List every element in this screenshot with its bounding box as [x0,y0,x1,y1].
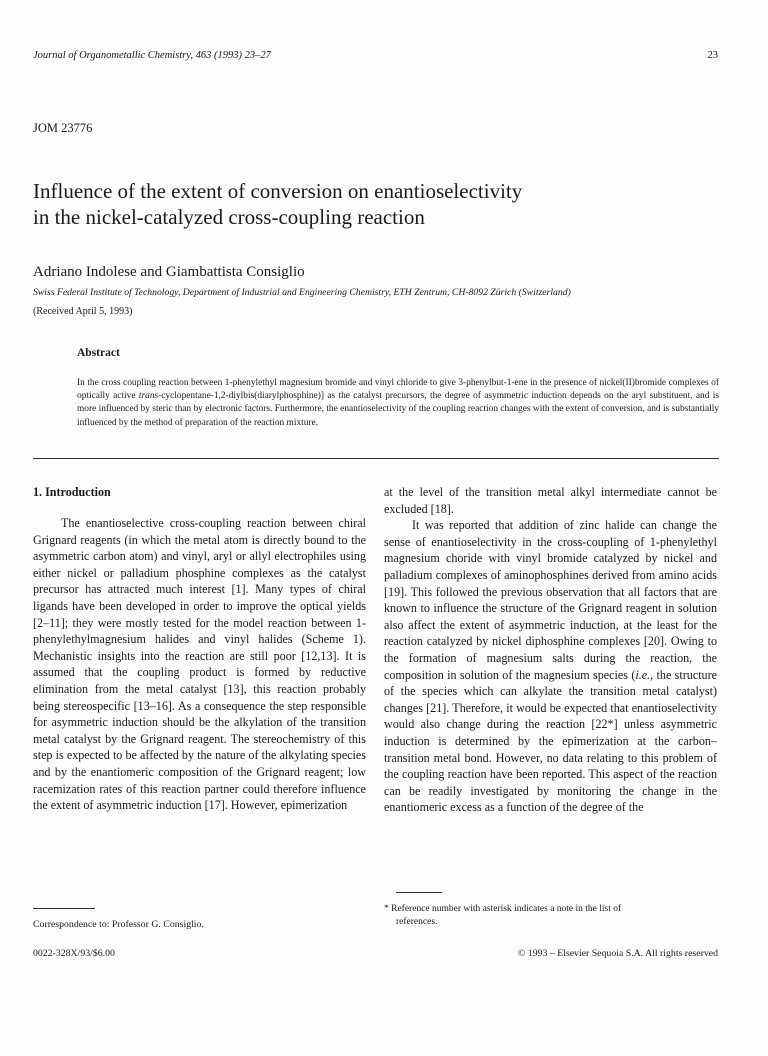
section-heading: 1. Introduction [33,485,111,499]
abstract-text [77,377,719,430]
abstract-divider [33,458,719,459]
intro-paragraph-continued: at the level of the transition metal alkyl intermediate cannot be excluded [18]. [384,485,717,516]
page-number: 23 [707,50,718,61]
article-id: JOM 23776 [33,121,93,135]
footnote-line-2: references. [396,916,438,927]
title-line-2: in the nickel-catalyzed cross-coupling reaction [33,205,425,229]
footnote-rule [396,892,442,893]
intro-paragraph-2-a: It was reported that addition of zinc halide can change the sense of enantioselectivity in the cross-coupling of 1-phenylethyl magnesium choride with vinyl bromide catalyzed by nickel and palladium complexes of aminophosphines derived from amino acids [19]. This followed the previous observation that all factors that are known to influence the structure of the Grignard reagent in solution also affect the extent of asymmetric induction, at the least for the reaction catalyzed by nickel diphosphine complexes [20]. Owing to the formation of magnesium salts during the reaction, the composition in solution of the magnesium species ( [384,518,717,682]
correspondence-note: Correspondence to: Professor G. Consiglio. [33,919,204,930]
left-column [33,484,366,814]
intro-paragraph-2-ie: i.e. [635,667,651,682]
intro-paragraph-1: The enantioselective cross-coupling reaction between chiral Grignard reagents (in which the metal atom is directly bound to the asymmetric carbon atom) and vinyl, aryl or allyl electrophiles using either nickel or palladium phosphine complexes as the catalyst precursor has attracted much interest [1]. Many types of chiral ligands have been developed in order to improve the optical yields [2–11]; they were mostly tested for the model reaction between 1-phenylethylmagnesium halides and vinyl halides (Scheme 1). Mechanistic insights into the reaction are still poor [12,13]. It is assumed that the coupling product is formed by reductive elimination from the metal catalyst [13], this reaction probably being stereospecific [13–16]. As a consequence the step responsible for asymmetric induction should be the alkylation of the transition metal catalyst by the Grignard reagent. The stereochemistry of this step is expected to be affected by the nature of the alkylating species and by the enantiomeric composition of the Grignard reagent; low racemization rates of this reaction partner could therefore influence the extent of asymmetric induction [17]. However, epimerization [33,516,366,813]
footnote-line-1: * Reference number with asterisk indicates a note in the list of [384,904,622,914]
journal-citation: Journal of Organometallic Chemistry, 463 (1993) 23–27 [33,50,271,61]
abstract-text-italic: trans [138,391,159,402]
article-title [33,178,733,230]
title-line-1: Influence of the extent of conversion on enantioselectivity [33,179,523,203]
abstract-text-part2: -cyclopentane-1,2-diylbis(diarylphosphine)] as the catalyst precursors, the degree of asymmetric induction depends on the aryl substituent, and is more influenced by steric than by electronic factors. Furthermore, the enantioselectivity of the coupling reaction changes with the extent of conversion, and is substantially influenced by the method of preparation of the reaction mixture. [77,391,719,428]
authors: Adriano Indolese and Giambattista Consiglio [33,264,305,280]
footnote [384,903,718,928]
abstract-heading: Abstract [77,347,120,359]
affiliation: Swiss Federal Institute of Technology, Department of Industrial and Engineering Chemistry, ETH Zentrum, CH-8092 Zürich (Switzerland) [33,287,571,298]
received-date: (Received April 5, 1993) [33,306,133,317]
abstract-text-part1: In the cross coupling reaction between 1-phenylethyl magnesium bromide and vinyl chloride to give 3-phenylbut-1-ene in the presence of nickel(II)bromide complexes of optically active [77,378,719,402]
intro-paragraph-2-b: , the structure of the species which can alkylate the transition metal catalyst) changes [21]. Therefore, it would be expected that enantioselectivity would also change during the reaction [22*] unless asymmetric induction is determined by the epimerization at the carbon–transition metal bond. However, no data relating to this problem of the coupling reaction have been reported. This aspect of the reaction can be readily investigated by monitoring the change in the enantiomeric excess as a function of the degree of the [384,667,717,815]
intro-paragraph-2 [384,517,717,816]
copyright: © 1993 – Elsevier Sequoia S.A. All rights reserved [517,948,718,959]
right-column [384,484,717,816]
correspondence-rule [33,908,95,909]
issn: 0022-328X/93/$6.00 [33,948,115,959]
